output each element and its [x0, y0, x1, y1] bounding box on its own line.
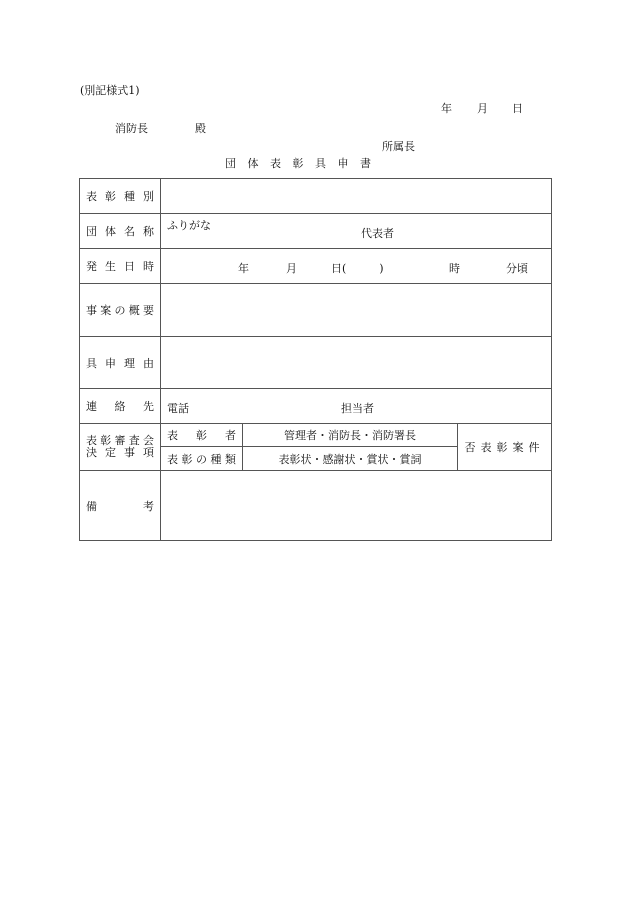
- occurrence-label: 発生日時: [80, 249, 161, 284]
- award-type-label: 表彰種別: [80, 179, 161, 214]
- phone-label: 電話: [167, 402, 189, 415]
- addressee-title: 消防長: [115, 122, 148, 135]
- awarder-label: 表彰者: [161, 424, 243, 447]
- date-year: 年: [441, 102, 452, 115]
- group-name-label: 団体名称: [80, 214, 161, 249]
- reason-field[interactable]: [161, 337, 552, 389]
- rejected-case[interactable]: 否表彰案件: [458, 424, 552, 471]
- summary-label: 事案の概要: [80, 284, 161, 337]
- addressee-honorific: 殿: [195, 122, 206, 135]
- occ-hour: 時: [449, 262, 460, 275]
- person-label: 担当者: [341, 402, 374, 415]
- application-table: [79, 178, 552, 541]
- furigana-label: ふりがな: [167, 219, 211, 232]
- contact-label: 連絡先: [80, 389, 161, 424]
- award-type-field[interactable]: [161, 179, 552, 214]
- date-month: 月: [477, 102, 488, 115]
- occ-day: 日( ): [331, 262, 384, 275]
- remarks-label: 備考: [80, 471, 161, 541]
- awarder-options[interactable]: 管理者・消防長・消防署長: [243, 424, 458, 447]
- date-day: 日: [512, 102, 523, 115]
- kind-label: 表彰の種類: [161, 447, 243, 471]
- occurrence-field[interactable]: [161, 249, 552, 284]
- summary-field[interactable]: [161, 284, 552, 337]
- occ-year: 年: [238, 262, 249, 275]
- contact-field[interactable]: [161, 389, 552, 424]
- applicant: 所属長: [382, 140, 415, 153]
- occ-month: 月: [286, 262, 297, 275]
- remarks-field[interactable]: [161, 471, 552, 541]
- kind-options[interactable]: 表彰状・感謝状・賞状・賞詞: [243, 447, 458, 471]
- reason-label: 具申理由: [80, 337, 161, 389]
- group-name-field[interactable]: [161, 214, 552, 249]
- decision-label: 表彰審査会 決定事項: [80, 424, 161, 471]
- occ-minute: 分頃: [506, 262, 528, 275]
- document-title: 団 体 表 彰 具 申 書: [225, 157, 371, 170]
- representative-label: 代表者: [361, 227, 394, 240]
- form-id: (別記様式1): [80, 84, 140, 97]
